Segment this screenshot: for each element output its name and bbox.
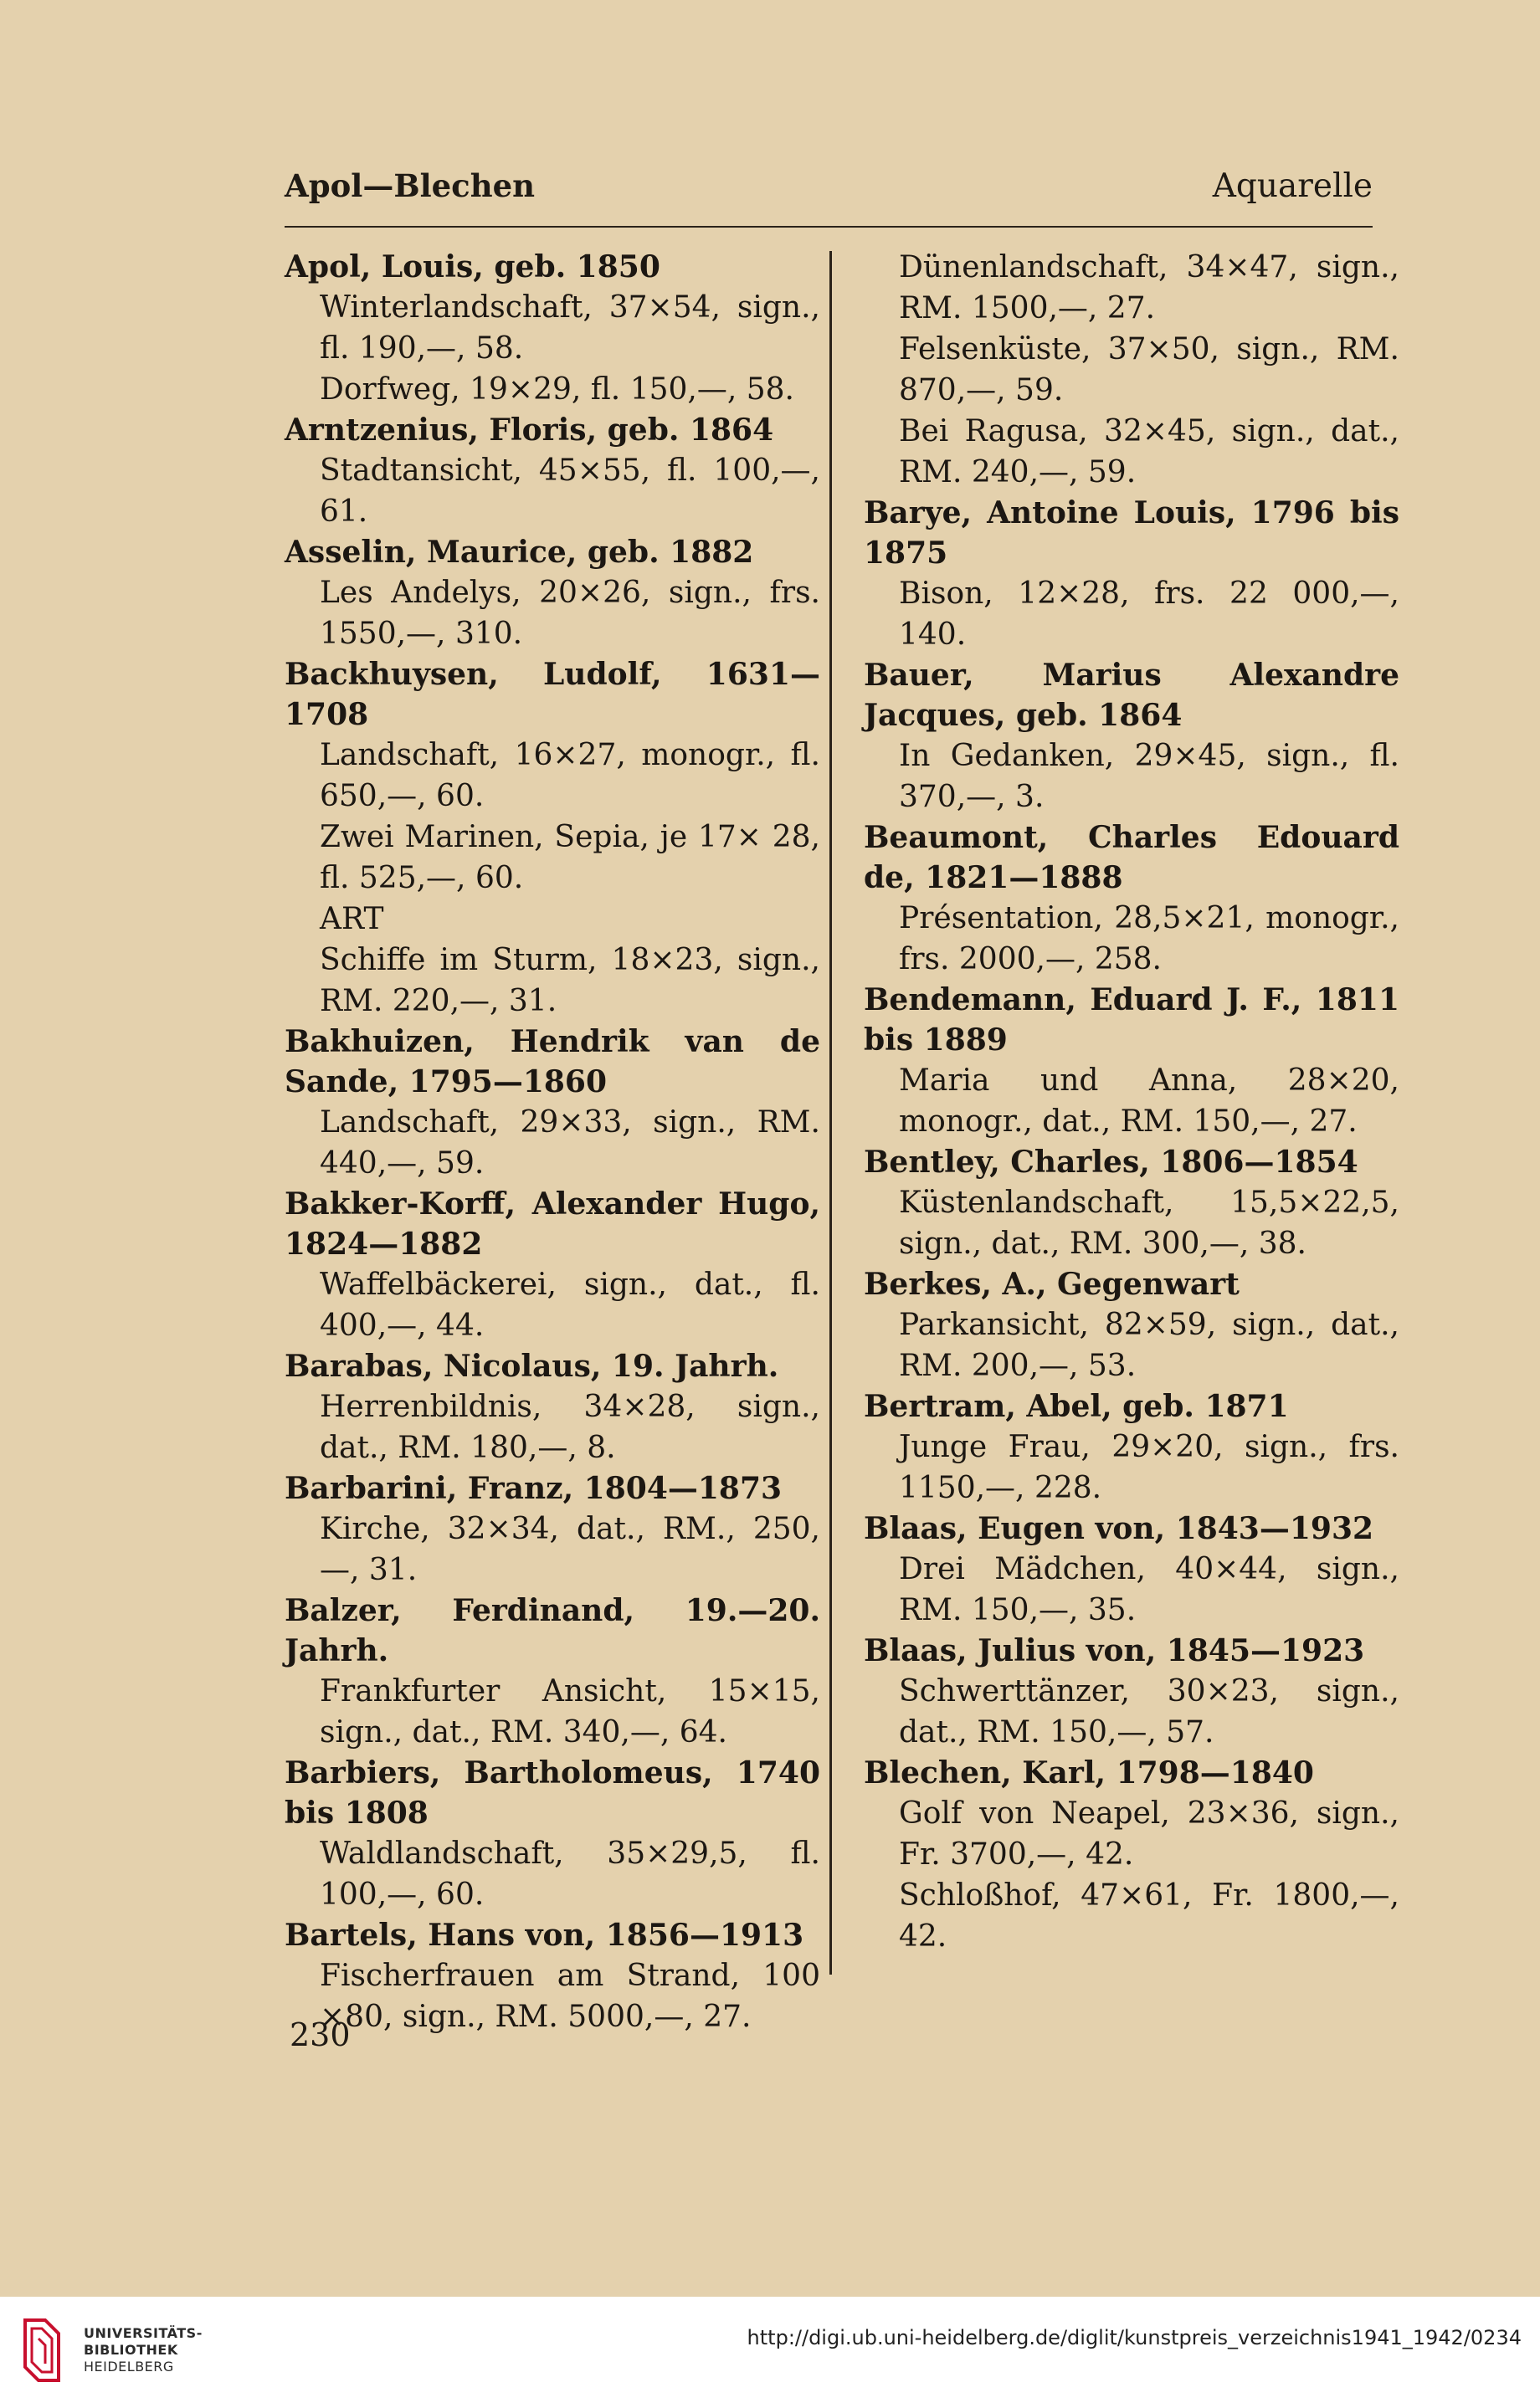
library-name-line: HEIDELBERG xyxy=(84,2359,174,2375)
artist-name: Barye, Antoine Louis, 1796 bis 1875 xyxy=(864,495,1399,571)
artist-name: Blechen, Karl, 1798—1840 xyxy=(864,1755,1314,1791)
artist-entry xyxy=(285,1591,820,1753)
artist-name: Blaas, Julius von, 1845—1923 xyxy=(864,1633,1365,1668)
column-divider xyxy=(829,251,832,1975)
page-number: 230 xyxy=(290,2016,351,2053)
artwork-line: Fischerfrauen am Strand, 100 ×80, sign., RM. 5000,—, 27. xyxy=(320,1959,820,2034)
artist-entry xyxy=(285,1915,820,2037)
artist-name: Apol, Louis, geb. 1850 xyxy=(285,249,660,284)
artwork-line: Présentation, 28,5×21, monogr., frs. 2000,—, 258. xyxy=(899,901,1399,976)
artwork-line: Schwerttänzer, 30×23, sign., dat., RM. 150,—, 57. xyxy=(899,1674,1399,1750)
artist-name: Berkes, A., Gegenwart xyxy=(864,1267,1240,1302)
artist-name: Beaumont, Charles Edouard de, 1821—1888 xyxy=(864,820,1399,895)
artwork-line: Kirche, 32×34, dat., RM., 250,—, 31. xyxy=(320,1512,820,1587)
artwork-line: Parkansicht, 82×59, sign., dat., RM. 200,—, 53. xyxy=(899,1308,1399,1383)
artwork-line: Dünenlandschaft, 34×47, sign., RM. 1500,—, 27. xyxy=(899,250,1399,325)
footer-bar xyxy=(0,2297,1540,2408)
artwork-line: Dorfweg, 19×29, fl. 150,—, 58. xyxy=(320,372,794,407)
artist-entry xyxy=(864,655,1399,817)
artist-entry xyxy=(285,1753,820,1915)
artist-name: Bendemann, Eduard J. F., 1811 bis 1889 xyxy=(864,982,1399,1058)
artist-entry xyxy=(864,1509,1399,1631)
artwork-line: Herrenbildnis, 34×28, sign., dat., RM. 180,—, 8. xyxy=(320,1390,820,1465)
artwork-line: Maria und Anna, 28×20, monogr., dat., RM. 150,—, 27. xyxy=(899,1063,1399,1139)
artwork-line: ART xyxy=(320,902,384,936)
artist-name: Blaas, Eugen von, 1843—1932 xyxy=(864,1511,1374,1546)
artwork-line: Frankfurter Ansicht, 15×15, sign., dat., RM. 340,—, 64. xyxy=(320,1674,820,1750)
artist-name: Barbiers, Bartholomeus, 1740 bis 1808 xyxy=(285,1755,820,1831)
artwork-line: Bei Ragusa, 32×45, sign., dat., RM. 240,—, 59. xyxy=(899,414,1399,489)
artwork-line: Les Andelys, 20×26, sign., frs. 1550,—, 310. xyxy=(320,576,820,651)
artist-entry xyxy=(864,1631,1399,1753)
right-column xyxy=(864,247,1399,1957)
artist-name: Asselin, Maurice, geb. 1882 xyxy=(285,535,754,570)
artwork-line: Winterlandschaft, 37×54, sign., fl. 190,—, 58. xyxy=(320,290,820,366)
artwork-line: Landschaft, 29×33, sign., RM. 440,—, 59. xyxy=(320,1105,820,1181)
left-column xyxy=(285,247,820,2037)
artist-entry xyxy=(285,247,820,410)
header-right-title: Aquarelle xyxy=(1212,167,1373,205)
running-header xyxy=(285,167,1373,218)
artist-name: Backhuysen, Ludolf, 1631—1708 xyxy=(285,657,820,732)
artist-name: Bertram, Abel, geb. 1871 xyxy=(864,1389,1289,1424)
artist-entry xyxy=(864,1142,1399,1264)
artwork-line: Zwei Marinen, Sepia, je 17× 28, fl. 525,—, 60. xyxy=(320,820,820,895)
artist-name: Bauer, Marius Alexandre Jacques, geb. 1864 xyxy=(864,658,1399,733)
library-name xyxy=(84,2325,203,2375)
library-name-line: BIBLIOTHEK xyxy=(84,2342,178,2358)
artist-entry xyxy=(285,1184,820,1346)
artist-entry xyxy=(285,532,820,654)
artist-name: Balzer, Ferdinand, 19.—20. Jahrh. xyxy=(285,1593,820,1668)
artist-entry xyxy=(285,1468,820,1591)
artwork-line: Schloßhof, 47×61, Fr. 1800,—, 42. xyxy=(899,1878,1399,1954)
artist-entry xyxy=(864,1753,1399,1957)
source-url-link[interactable]: http://digi.ub.uni-heidelberg.de/diglit/kunstpreis_verzeichnis1941_1942/0234 xyxy=(747,2326,1522,2349)
artist-name: Bakker-Korff, Alexander Hugo, 1824—1882 xyxy=(285,1186,820,1262)
artist-name: Bartels, Hans von, 1856—1913 xyxy=(285,1918,804,1953)
artwork-line: Bison, 12×28, frs. 22 000,—, 140. xyxy=(899,576,1399,652)
artist-entry xyxy=(864,817,1399,980)
artist-entry xyxy=(285,1022,820,1184)
artist-name: Barabas, Nicolaus, 19. Jahrh. xyxy=(285,1349,779,1384)
artist-name: Arntzenius, Floris, geb. 1864 xyxy=(285,412,774,448)
university-logo-icon xyxy=(17,2313,69,2389)
artist-entry xyxy=(285,654,820,1022)
artist-entry xyxy=(864,980,1399,1142)
artist-entry xyxy=(864,493,1399,655)
artwork-line: Golf von Neapel, 23×36, sign., Fr. 3700,—, 42. xyxy=(899,1796,1399,1872)
artwork-line: Schiffe im Sturm, 18×23, sign., RM. 220,—, 31. xyxy=(320,943,820,1018)
artist-entry xyxy=(864,1264,1399,1386)
artwork-line: Stadtansicht, 45×55, fl. 100,—, 61. xyxy=(320,453,820,529)
artist-name: Barbarini, Franz, 1804—1873 xyxy=(285,1471,783,1506)
artwork-line: Junge Frau, 29×20, sign., frs. 1150,—, 228. xyxy=(899,1430,1399,1505)
artist-entry xyxy=(285,1346,820,1468)
header-rule xyxy=(285,226,1373,228)
library-name-line: UNIVERSITÄTS- xyxy=(84,2325,203,2341)
artist-name: Bentley, Charles, 1806—1854 xyxy=(864,1145,1358,1180)
artist-entry xyxy=(864,247,1399,493)
artwork-line: Drei Mädchen, 40×44, sign., RM. 150,—, 35. xyxy=(899,1552,1399,1627)
artwork-line: In Gedanken, 29×45, sign., fl. 370,—, 3. xyxy=(899,739,1399,814)
artist-name: Bakhuizen, Hendrik van de Sande, 1795—1860 xyxy=(285,1024,820,1099)
artist-entry xyxy=(864,1386,1399,1509)
artwork-line: Waffelbäckerei, sign., dat., fl. 400,—, 44. xyxy=(320,1268,820,1343)
artwork-line: Felsenküste, 37×50, sign., RM. 870,—, 59. xyxy=(899,332,1399,407)
artwork-line: Waldlandschaft, 35×29,5, fl. 100,—, 60. xyxy=(320,1837,820,1912)
artwork-line: Küstenlandschaft, 15,5×22,5, sign., dat., RM. 300,—, 38. xyxy=(899,1186,1399,1261)
header-left-title: Apol—Blechen xyxy=(285,167,536,204)
artwork-line: Landschaft, 16×27, monogr., fl. 650,—, 60. xyxy=(320,738,820,813)
artist-entry xyxy=(285,410,820,532)
